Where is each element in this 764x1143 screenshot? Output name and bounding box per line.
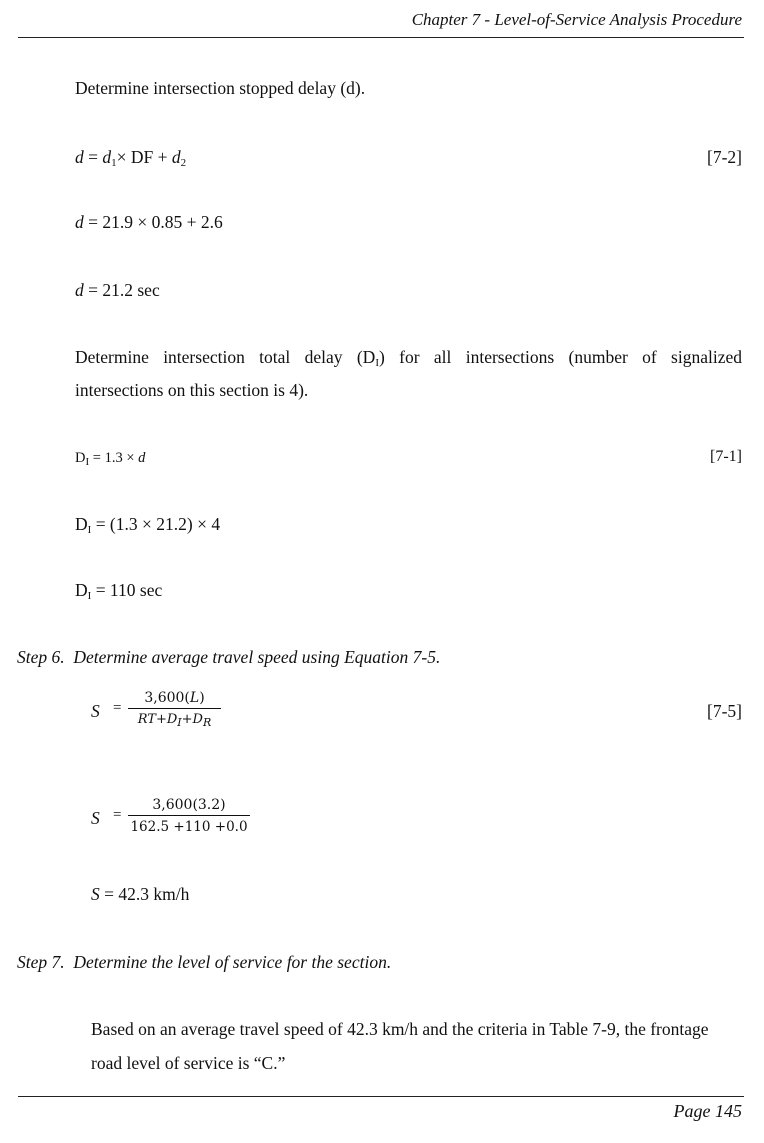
eq75-num-var: L — [189, 690, 200, 706]
result-di-lhs: D — [75, 580, 88, 600]
eq72-term2-sub: 2 — [180, 157, 187, 169]
eq75-den-plus2: + — [181, 712, 193, 727]
calc-di-rhs: = (1.3 × 21.2) × 4 — [91, 514, 221, 534]
total-delay-text-b: ) for all intersections (number of signalized — [378, 347, 742, 367]
eq75-den-d2-sub: R — [202, 716, 212, 729]
calc-di-sub: I — [87, 524, 92, 536]
eq75-num-prefix: 3,600( — [144, 690, 190, 706]
result-di-sub: I — [87, 590, 92, 602]
result-di-rhs: = 110 sec — [91, 580, 163, 600]
page-number: Page 145 — [673, 1101, 742, 1121]
eq71-var: d — [138, 450, 146, 466]
total-delay-calculation — [75, 514, 220, 536]
conclusion-line-1: Based on an average travel speed of 42.3 km/h and the criteria in Table 7-9, the frontage — [91, 1019, 709, 1039]
total-delay-line-2: intersections on this section is 4). — [75, 380, 309, 400]
step-6-text: Determine average travel speed using Equation 7-5. — [73, 647, 441, 667]
equation-7-1 — [75, 450, 145, 468]
chapter-header: Chapter 7 - Level-of-Service Analysis Procedure — [411, 10, 742, 29]
step-7-heading — [17, 952, 391, 973]
eq71-lhs: D — [75, 450, 86, 466]
eq72-term1-sub: 1 — [111, 157, 117, 169]
step-6-label: Step 6. — [17, 647, 65, 667]
eq71-rhs: = 1.3 × — [89, 450, 139, 466]
total-delay-sub: I — [375, 357, 379, 369]
eq75-den-d2: D — [192, 712, 203, 727]
header-rule — [18, 37, 744, 38]
eq75-den-d1: D — [166, 712, 178, 727]
eq75-den-d1-sub: I — [177, 716, 182, 729]
stopped-delay-instruction: Determine intersection stopped delay (d). — [75, 78, 366, 98]
step-7-label: Step 7. — [17, 952, 65, 972]
equation-7-2 — [75, 147, 186, 169]
eq75-den-plus1: + — [155, 712, 167, 727]
calc-d-lhs: d — [75, 212, 84, 232]
calc-s-lhs: S — [91, 808, 100, 828]
delay-calculation — [75, 212, 223, 233]
eq75-den-rt: RT — [137, 712, 156, 727]
result-d-lhs: d — [75, 280, 84, 300]
eq75-equals: = — [113, 700, 122, 716]
delay-result — [75, 280, 160, 301]
calc-s-fraction — [128, 797, 250, 835]
eq75-lhs: S — [91, 701, 100, 721]
eq75-denominator — [128, 709, 221, 729]
total-delay-text-a: Determine intersection total delay (D — [75, 347, 376, 367]
speed-result — [91, 884, 189, 905]
eq72-lhs: d — [75, 147, 84, 167]
step-7-text: Determine the level of service for the section. — [73, 952, 392, 972]
total-delay-line-1 — [75, 347, 742, 369]
eq72-equals: = — [83, 147, 103, 167]
footer-rule — [18, 1096, 744, 1097]
calc-di-lhs: D — [75, 514, 88, 534]
step-6-heading — [17, 647, 440, 668]
eq75-fraction — [128, 690, 221, 729]
eq75-numerator — [128, 690, 221, 709]
result-s-lhs: S — [91, 884, 100, 904]
equation-7-5-number: [7-5] — [707, 701, 742, 721]
eq75-num-suffix: ) — [199, 690, 205, 706]
calc-s-equals: = — [113, 807, 122, 823]
total-delay-result — [75, 580, 162, 602]
eq72-term1: d — [102, 147, 112, 167]
result-d-rhs: = 21.2 sec — [83, 280, 160, 300]
equation-7-2-number: [7-2] — [707, 147, 742, 167]
conclusion-line-2: road level of service is “C.” — [91, 1053, 286, 1073]
eq72-times-df: × DF + — [116, 147, 172, 167]
eq71-sub: I — [85, 456, 90, 468]
calc-d-rhs: = 21.9 × 0.85 + 2.6 — [83, 212, 223, 232]
calc-s-denominator: 162.5 +110 +0.0 — [130, 819, 248, 835]
result-s-rhs: = 42.3 km/h — [99, 884, 190, 904]
equation-7-1-number: [7-1] — [710, 448, 742, 465]
calc-s-numerator: 3,600(3.2) — [128, 797, 250, 816]
eq72-term2: d — [171, 147, 181, 167]
